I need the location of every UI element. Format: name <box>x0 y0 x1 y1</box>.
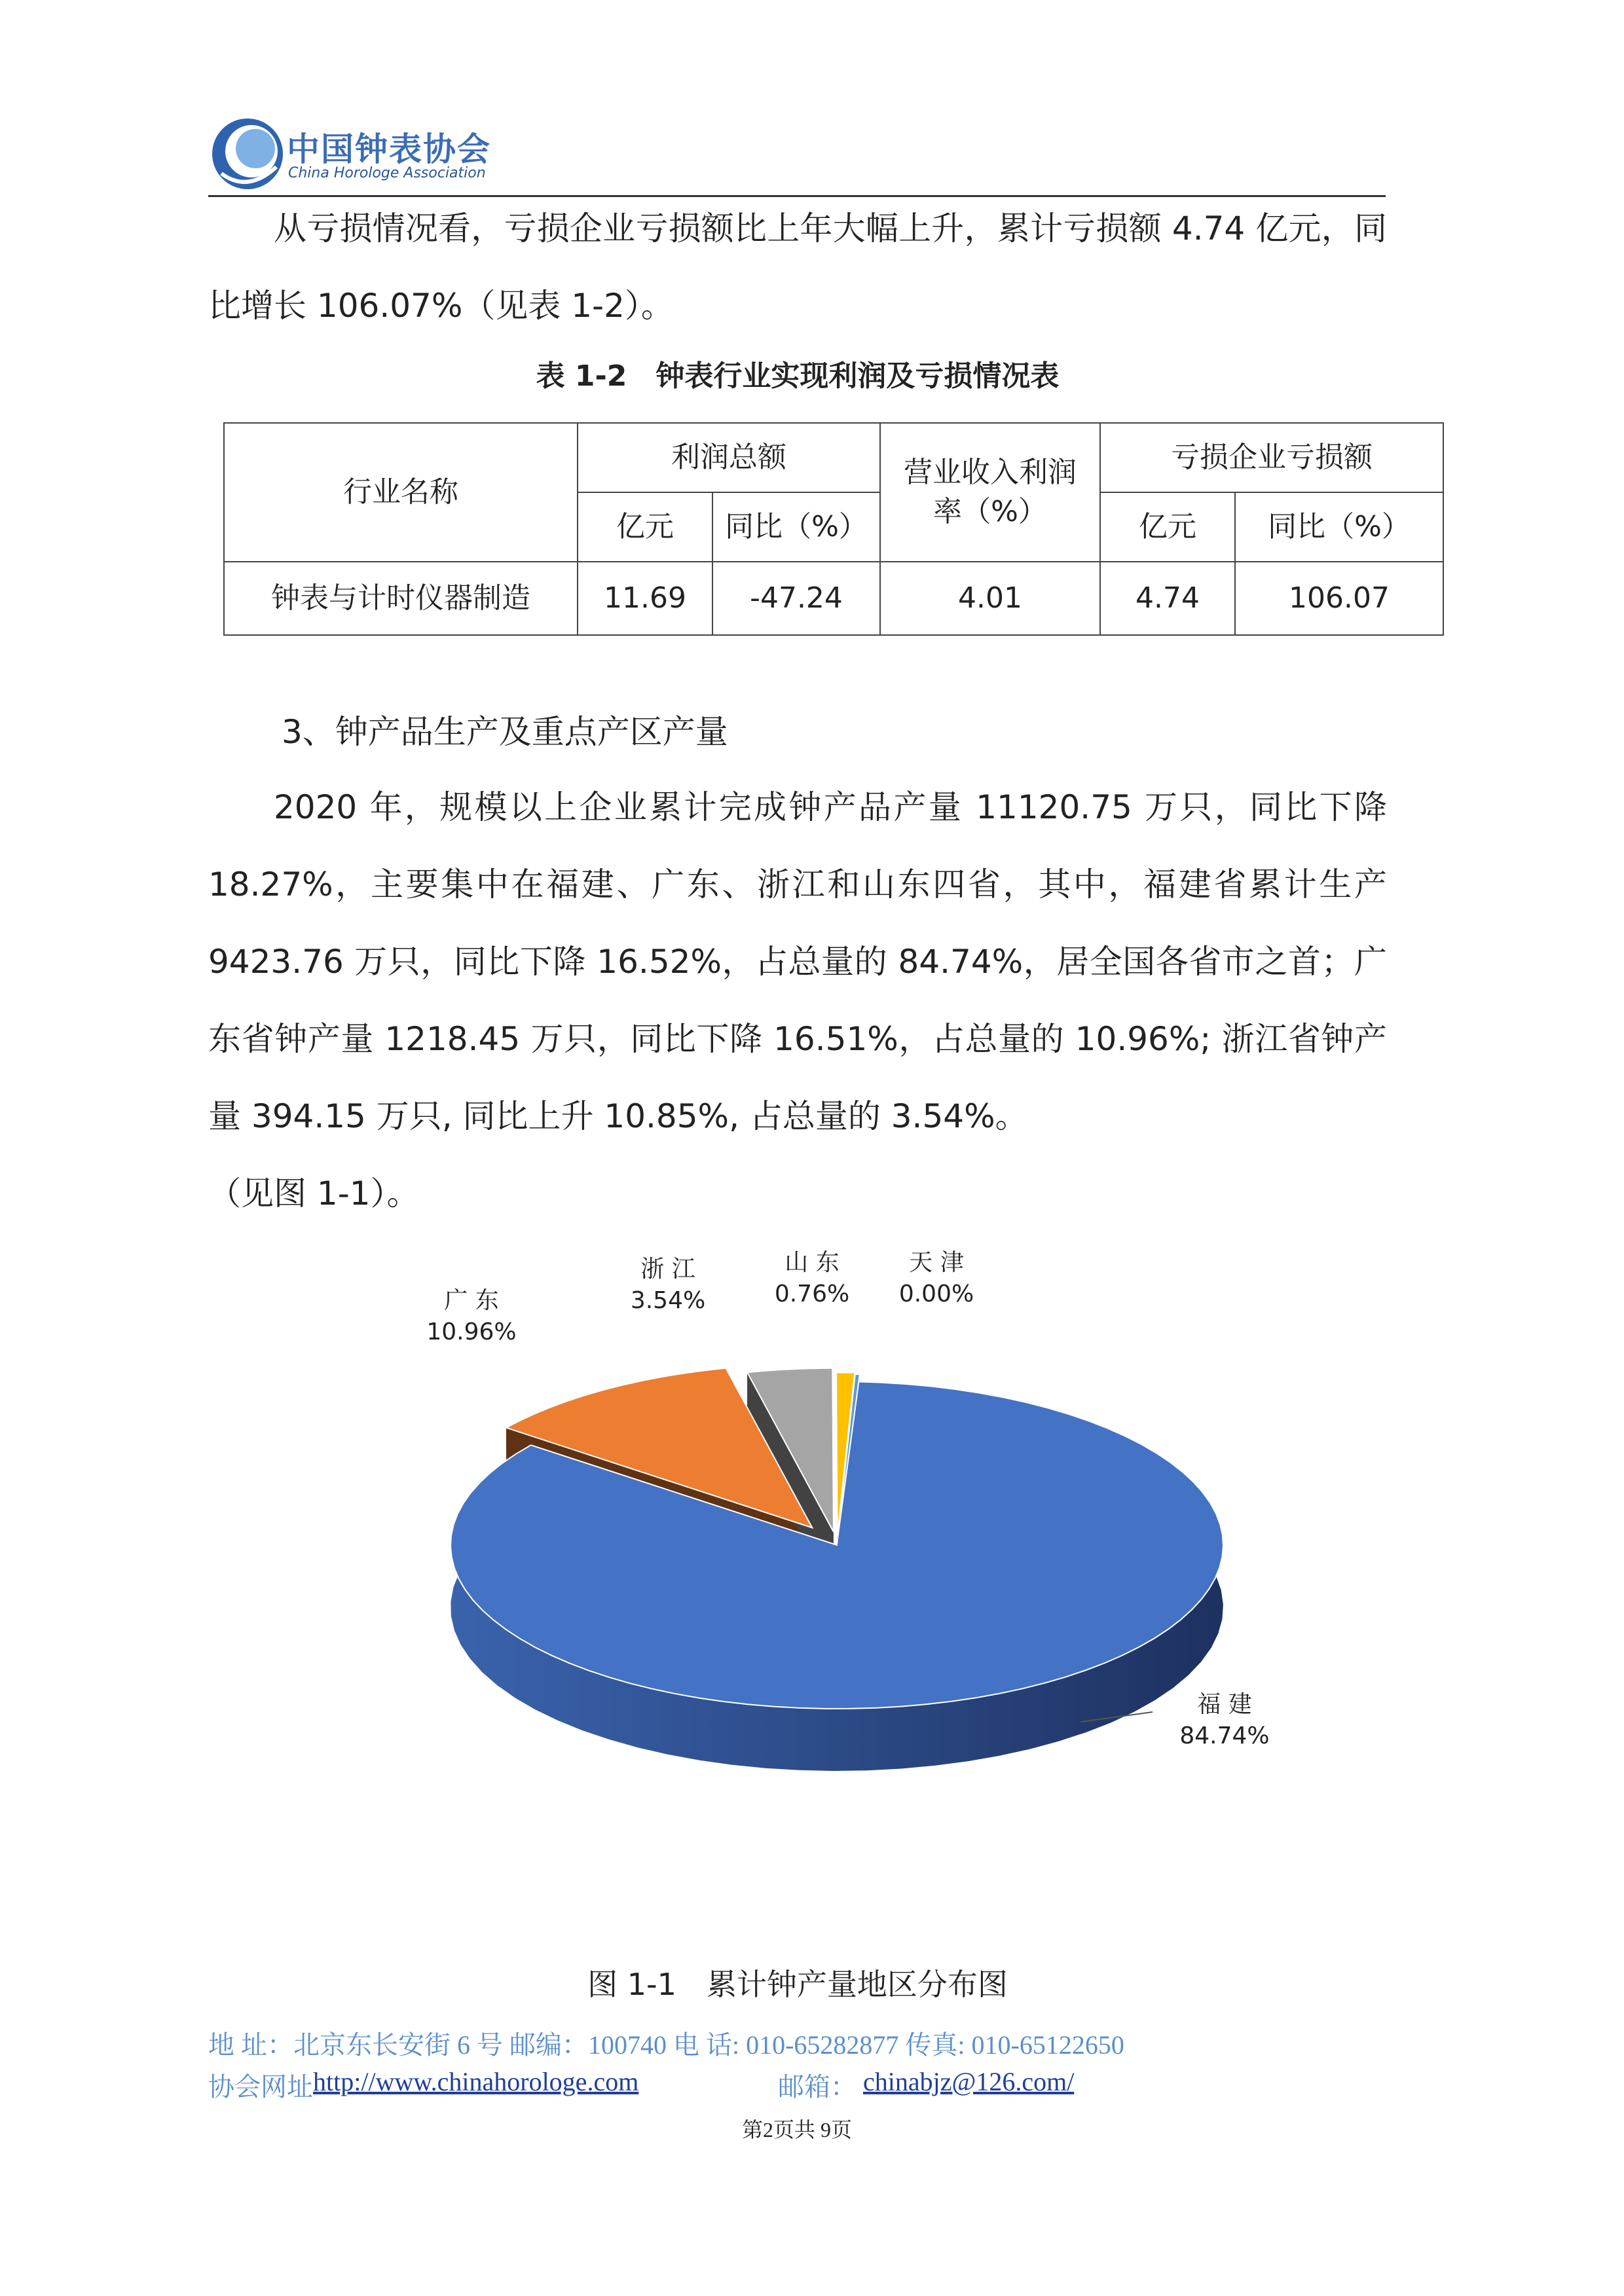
header-margin: 营业收入利润率（%） <box>904 456 1077 528</box>
pie-label-天津: 天 津 <box>909 1249 964 1276</box>
website-link[interactable]: http://www.chinahorologe.com <box>313 2067 639 2096</box>
pie-value-浙江: 3.54% <box>630 1287 706 1314</box>
footer-address: 地 址：北京东长安街 6 号 邮编：100740 电 话: 010-65282877 传真: 010-65122650 <box>208 2030 1124 2060</box>
pie-value-山东: 0.76% <box>774 1281 850 1307</box>
section-heading: 3、钟产品生产及重点产区产量 <box>282 713 728 751</box>
pie-slices <box>451 1368 1223 1709</box>
row-profit-yoy: -47.24 <box>750 581 843 615</box>
association-logo-icon <box>208 115 287 193</box>
intro-paragraph: 从亏损情况看，亏损企业亏损额比上年大幅上升，累计亏损额 4.74 亿元，同比增长 106.07%（见表 1-2）。 <box>208 210 1387 325</box>
table-caption: 表 1-2 钟表行业实现利润及亏损情况表 <box>536 359 1060 393</box>
footer-website-label: 协会网址 <box>208 2072 313 2102</box>
production-paragraph: 2020 年，规模以上企业累计完成钟产品产量 11120.75 万只，同比下降 18.27%，主要集中在福建、广东、浙江和山东四省，其中，福建省累计生产 9423.76 万只，同比下降 16.52%，占总量的 84.74%，居全国各省市之首；广东省钟产量 1218.45 万只，同比下降 16.51%，占总量的 10.96%; 浙江省钟产量 394.15 万只, 同比上升 10.85%, 占总量的 3.54%。 <box>208 788 1387 1135</box>
pie-value-天津: 0.00% <box>898 1281 974 1307</box>
page-number: 第2页共 9页 <box>741 2118 852 2141</box>
header-profit-unit: 亿元 <box>616 510 674 543</box>
pie-label-浙江: 浙 江 <box>640 1256 695 1283</box>
header-total-profit: 利润总额 <box>671 441 786 474</box>
row-margin: 4.01 <box>958 581 1022 615</box>
row-loss: 4.74 <box>1135 581 1200 615</box>
pie-value-福建: 84.74% <box>1179 1722 1270 1749</box>
figure-reference: （见图 1-1）。 <box>208 1175 420 1212</box>
region-production-pie-chart <box>393 1218 1310 1872</box>
header-industry-name: 行业名称 <box>343 475 458 509</box>
footer-website-link[interactable] <box>313 2066 638 2097</box>
pie-label-山东: 山 东 <box>784 1249 840 1276</box>
logo-english-name: China Horologe Association <box>288 165 486 181</box>
header-loss-unit: 亿元 <box>1139 510 1196 543</box>
header-loss-yoy: 同比（%） <box>1268 510 1411 543</box>
row-profit: 11.69 <box>604 581 686 615</box>
row-industry-name: 钟表与计时仪器制造 <box>271 581 530 615</box>
pie-label-福建: 福 建 <box>1197 1691 1252 1718</box>
footer-email-link[interactable] <box>863 2066 1074 2097</box>
header-loss: 亏损企业亏损额 <box>1171 441 1373 474</box>
pie-value-广东: 10.96% <box>426 1319 517 1345</box>
footer-email-label: 邮箱： <box>778 2072 857 2102</box>
email-link[interactable]: chinabjz@126.com/ <box>863 2067 1075 2096</box>
profit-loss-table <box>223 422 1444 636</box>
row-loss-yoy: 106.07 <box>1289 581 1390 615</box>
logo-chinese-name: 中国钟表协会 <box>287 130 491 168</box>
pie-label-广东: 广 东 <box>444 1287 499 1314</box>
chart-caption: 图 1-1 累计钟产量地区分布图 <box>587 1967 1008 2002</box>
header-profit-yoy: 同比（%） <box>725 510 868 543</box>
